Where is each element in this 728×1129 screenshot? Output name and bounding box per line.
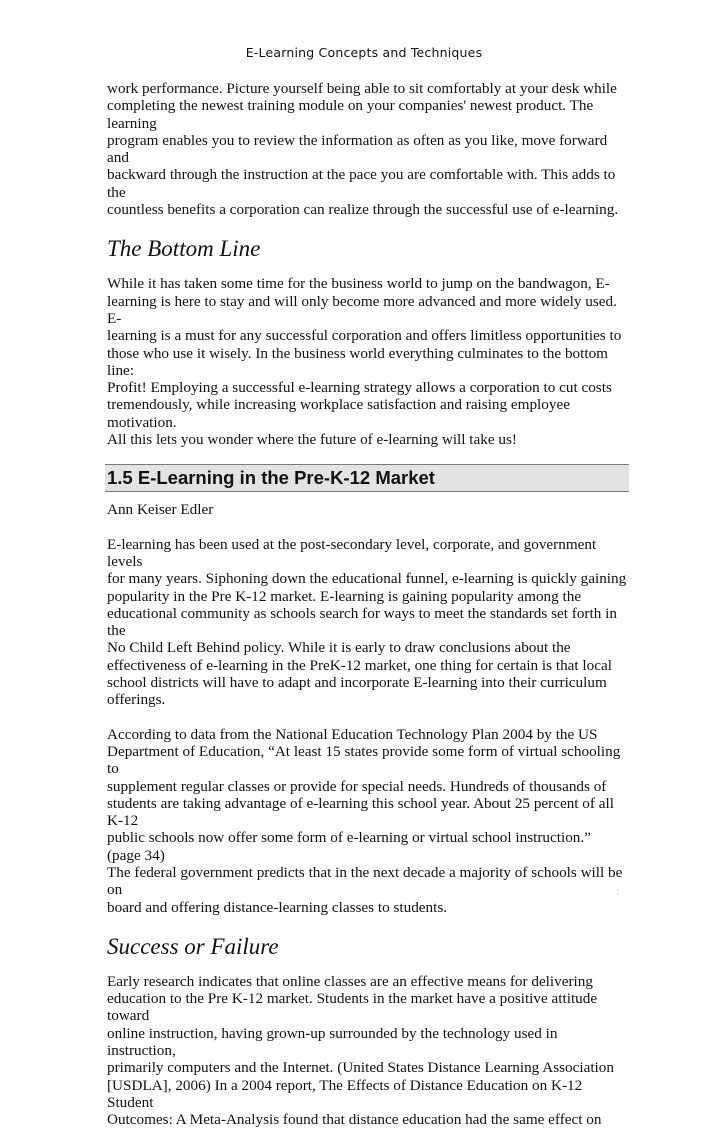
text-line: primarily computers and the Internet. (United States Distance Learning Association (107, 1059, 614, 1077)
text-line: educational community as schools search for ways to meet the standards set forth in the (107, 604, 617, 640)
text-line: students are taking advantage of e-learning this school year. About 25 percent of all K-12 (107, 794, 614, 830)
success-paragraph (107, 973, 627, 1129)
text-line: learning is a must for any successful corporation and offers limitless opportunities to (107, 327, 622, 345)
text-line: completing the newest training module on your companies' newest product. The learning (107, 97, 594, 132)
text-line: supplement regular classes or provide for special needs. Hundreds of thousands of (107, 777, 607, 795)
section-paragraph-1 (107, 536, 627, 709)
text-line: Profit! Employing a successful e-learning strategy allows a corporation to cut costs (107, 379, 612, 397)
intro-paragraph (107, 80, 627, 218)
text-line: [USDLA], 2006) In a 2004 report, The Effects of Distance Education on K-12 Student (107, 1076, 583, 1111)
text-line: tremendously, while increasing workplace satisfaction and raising employee motivation. (107, 396, 570, 431)
heading-success-or-failure: Success or Failure (107, 933, 279, 959)
text-line: All this lets you wonder where the future of e-learning will take us! (107, 431, 517, 449)
text-line: The federal government predicts that in the next decade a majority of schools will be on (107, 863, 623, 899)
text-line: backward through the instruction at the pace you are comfortable with. This adds to the (107, 166, 616, 201)
text-line: online instruction, having grown-up surrounded by the technology used in instruction, (107, 1024, 558, 1060)
text-line: work performance. Picture yourself being able to sit comfortably at your desk while (107, 80, 617, 97)
text-line: board and offering distance-learning classes to students. (107, 898, 448, 916)
text-line: E-learning has been used at the post-secondary level, corporate, and government levels (107, 535, 597, 570)
text-line: While it has taken some time for the business world to jump on the bandwagon, E- (107, 275, 610, 293)
page-number: 1 (615, 888, 620, 897)
text-line: program enables you to review the information as often as you like, move forward and (107, 131, 608, 167)
bottom-line-paragraph (107, 275, 627, 448)
text-line: effectiveness of e-learning in the PreK-12 market, one thing for certain is that local (107, 656, 612, 674)
author-line: Ann Keiser Edler (107, 501, 214, 519)
heading-bottom-line: The Bottom Line (107, 236, 261, 262)
text-line: According to data from the National Education Technology Plan 2004 by the US (107, 725, 598, 743)
text-line: education to the Pre K-12 market. Students in the market have a positive attitude toward (107, 990, 598, 1025)
page-content (107, 80, 627, 1129)
text-line: Outcomes: A Meta-Analysis found that distance education had the same effect on (107, 1111, 602, 1129)
text-line: offerings. (107, 691, 166, 709)
text-line: those who use it wisely. In the business world everything culminates to the bottom line: (107, 344, 608, 379)
text-line: public schools now offer some form of e-learning or virtual school instruction.” (page 34) (107, 829, 591, 864)
section-heading-bar (105, 464, 629, 492)
text-line: learning is here to stay and will only become more advanced and more widely used. E- (107, 292, 617, 327)
text-line: Department of Education, “At least 15 states provide some form of virtual schooling to (107, 742, 621, 778)
running-header: E-Learning Concepts and Techniques (245, 45, 483, 60)
text-line: school districts will have to adapt and incorporate E-learning into their curriculum (107, 674, 607, 692)
text-line: for many years. Siphoning down the educational funnel, e-learning is quickly gaining (107, 570, 627, 588)
text-line: popularity in the Pre K-12 market. E-learning is gaining popularity among the (107, 587, 582, 605)
text-line: Early research indicates that online classes are an effective means for delivering (107, 972, 593, 990)
text-line: No Child Left Behind policy. While it is early to draw conclusions about the (107, 639, 571, 657)
text-line: countless benefits a corporation can realize through the successful use of e-learning. (107, 201, 619, 219)
section-paragraph-2 (107, 726, 627, 916)
section-heading: 1.5 E-Learning in the Pre-K-12 Market (107, 467, 435, 489)
